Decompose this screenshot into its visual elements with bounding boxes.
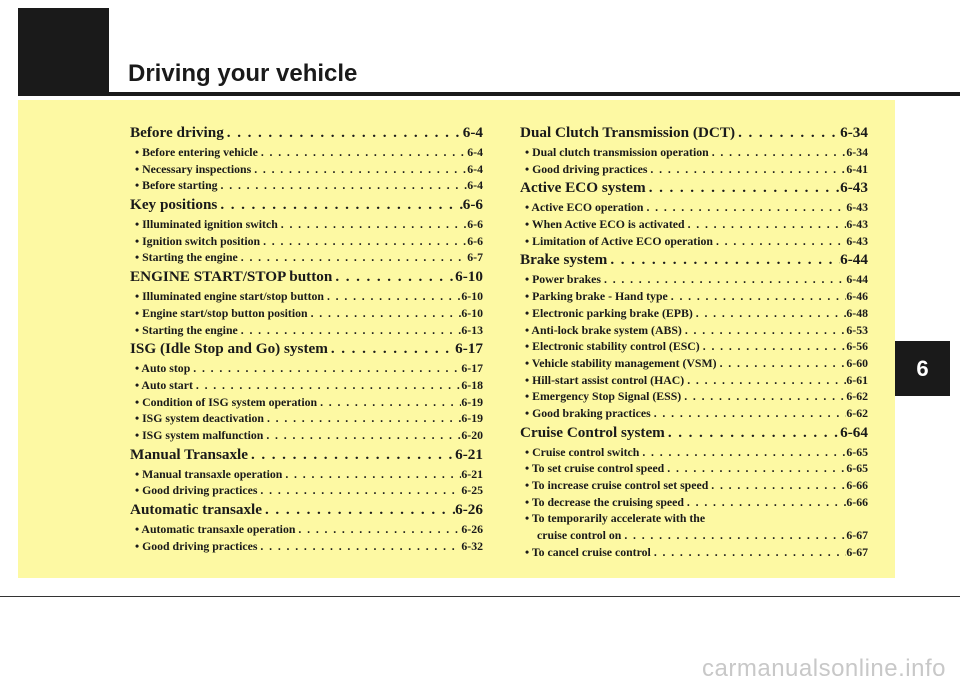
toc-item-title: • Parking brake - Hand type xyxy=(525,289,668,304)
toc-item[interactable] xyxy=(130,377,483,394)
toc-item[interactable] xyxy=(130,322,483,339)
toc-item-page: 6-10 xyxy=(461,305,483,320)
toc-item[interactable] xyxy=(520,372,868,389)
toc-item-title: • Cruise control switch xyxy=(525,444,640,459)
toc-item[interactable] xyxy=(520,460,868,477)
toc-item[interactable] xyxy=(130,360,483,377)
toc-leader-dots xyxy=(251,161,467,178)
toc-item[interactable] xyxy=(130,249,483,266)
toc-section-title: Cruise Control system xyxy=(520,423,665,441)
toc-section-heading[interactable] xyxy=(130,194,483,216)
toc-item-title: • To temporarily accelerate with the xyxy=(525,511,706,526)
toc-section-title: Brake system xyxy=(520,251,608,269)
toc-item[interactable] xyxy=(130,427,483,444)
toc-leader-dots xyxy=(295,521,461,538)
toc-item[interactable] xyxy=(520,510,868,527)
toc-leader-dots xyxy=(647,161,846,178)
toc-section-page: 6-21 xyxy=(455,445,483,463)
toc-item-title: • Electronic parking brake (EPB) xyxy=(525,305,693,320)
toc-item[interactable] xyxy=(520,144,868,161)
toc-leader-dots xyxy=(308,305,462,322)
toc-leader-dots xyxy=(668,288,847,305)
toc-leader-dots xyxy=(248,444,455,466)
toc-item[interactable] xyxy=(130,410,483,427)
toc-item[interactable] xyxy=(520,544,868,561)
toc-leader-dots xyxy=(693,305,847,322)
toc-item-title: • Good braking practices xyxy=(525,405,651,420)
toc-item[interactable] xyxy=(520,444,868,461)
toc-leader-dots xyxy=(218,177,468,194)
toc-item-title: • Starting the engine xyxy=(135,250,238,265)
toc-item[interactable] xyxy=(520,338,868,355)
toc-item-title: • To decrease the cruising speed xyxy=(525,494,684,509)
toc-item[interactable] xyxy=(130,466,483,483)
toc-section-heading[interactable] xyxy=(130,499,483,521)
toc-item-page: 6-43 xyxy=(846,217,868,232)
toc-item-page: 6-25 xyxy=(461,483,483,498)
toc-leader-dots xyxy=(639,444,846,461)
toc-right-column xyxy=(520,122,868,560)
toc-item[interactable] xyxy=(130,144,483,161)
toc-leader-dots xyxy=(643,199,846,216)
toc-item-page: 6-46 xyxy=(846,289,868,304)
toc-item[interactable] xyxy=(520,355,868,372)
toc-item-title: • Condition of ISG system operation xyxy=(135,394,318,409)
toc-leader-dots xyxy=(190,360,461,377)
toc-section-page: 6-64 xyxy=(840,423,868,441)
toc-item-title: • Dual clutch transmission operation xyxy=(525,145,709,159)
toc-section-heading[interactable] xyxy=(130,122,483,144)
toc-item-page: 6-18 xyxy=(461,377,483,392)
toc-item-page: 6-4 xyxy=(467,145,483,159)
toc-section-title: Automatic transaxle xyxy=(130,501,263,518)
toc-item-title: • Auto start xyxy=(135,377,193,392)
toc-section-title: Before driving xyxy=(130,124,224,141)
toc-item-page: 6-32 xyxy=(461,538,483,553)
toc-section-page: 6-4 xyxy=(462,124,483,141)
toc-item-title: • Illuminated engine start/stop button xyxy=(135,289,324,304)
toc-item-page: 6-44 xyxy=(846,272,868,287)
toc-item-title: • To cancel cruise control xyxy=(525,544,651,559)
toc-item-title: • Good driving practices xyxy=(135,483,258,498)
watermark: carmanualsonline.info xyxy=(702,655,946,682)
toc-leader-dots xyxy=(263,427,461,444)
toc-leader-dots xyxy=(709,144,847,161)
toc-item-title: • To set cruise control speed xyxy=(525,461,665,476)
toc-item-page: 6-67 xyxy=(846,528,868,543)
toc-section-page: 6-34 xyxy=(840,124,868,141)
toc-section-heading[interactable] xyxy=(520,422,868,444)
toc-item[interactable] xyxy=(520,305,868,322)
toc-section-page: 6-44 xyxy=(840,251,868,269)
toc-item[interactable] xyxy=(130,394,483,411)
toc-item-page: 6-17 xyxy=(461,361,483,376)
toc-item-page: 6-66 xyxy=(846,478,868,492)
toc-leader-dots xyxy=(601,271,846,288)
toc-item[interactable] xyxy=(520,233,868,250)
toc-item-page: 6-53 xyxy=(846,322,868,337)
toc-item-title: • Automatic transaxle operation xyxy=(135,522,296,536)
toc-item-title: • Emergency Stop Signal (ESS) xyxy=(525,389,682,404)
toc-leader-dots xyxy=(665,422,840,444)
toc-item-page: 6-48 xyxy=(846,305,868,320)
corner-block xyxy=(18,8,109,92)
toc-leader-dots xyxy=(217,194,462,216)
toc-section-page: 6-43 xyxy=(840,179,868,197)
toc-leader-dots xyxy=(264,410,461,427)
toc-leader-dots xyxy=(651,544,847,561)
toc-section-page: 6-10 xyxy=(455,268,483,286)
toc-item-page: 6-62 xyxy=(846,389,868,404)
toc-item-page: 6-20 xyxy=(461,427,483,442)
toc-leader-dots xyxy=(282,466,461,483)
toc-item-title: • Good driving practices xyxy=(525,161,648,176)
toc-section-title: Dual Clutch Transmission (DCT) xyxy=(520,124,736,141)
toc-item-title: • When Active ECO is activated xyxy=(525,217,685,232)
toc-leader-dots xyxy=(684,494,846,511)
toc-leader-dots xyxy=(278,216,467,233)
toc-item-page: 6-62 xyxy=(846,405,868,420)
toc-section-heading[interactable] xyxy=(520,122,868,144)
toc-section-title: Manual Transaxle xyxy=(130,445,248,463)
toc-item-title: • Hill-start assist control (HAC) xyxy=(525,372,685,387)
toc-item-page: 6-4 xyxy=(467,178,483,193)
toc-item-page: 6-19 xyxy=(461,411,483,426)
toc-leader-dots xyxy=(328,338,455,360)
toc-item-title: • Engine start/stop button position xyxy=(135,305,308,320)
toc-item[interactable] xyxy=(520,216,868,233)
toc-leader-dots xyxy=(651,405,847,422)
toc-item-title: • Manual transaxle operation xyxy=(135,466,283,481)
toc-item-title: • ISG system deactivation xyxy=(135,411,264,426)
toc-item-page: 6-34 xyxy=(846,145,868,159)
toc-item[interactable] xyxy=(130,177,483,194)
toc-leader-dots xyxy=(257,538,461,555)
toc-item-title: • Starting the engine xyxy=(135,322,238,337)
toc-item-page: 6-43 xyxy=(846,200,868,215)
page-title: Driving your vehicle xyxy=(128,60,358,87)
toc-section-title: ENGINE START/STOP button xyxy=(130,268,333,286)
toc-item[interactable] xyxy=(130,538,483,555)
toc-item-page: 6-4 xyxy=(467,161,483,176)
title-rule xyxy=(18,92,960,96)
toc-left-column xyxy=(130,122,483,554)
toc-leader-dots xyxy=(607,249,840,271)
toc-item-title: • Illuminated ignition switch xyxy=(135,217,278,232)
toc-leader-dots xyxy=(238,249,468,266)
toc-item-page: 6-21 xyxy=(461,466,483,481)
toc-item[interactable] xyxy=(520,161,868,178)
toc-item[interactable] xyxy=(130,216,483,233)
toc-item-title: • Limitation of Active ECO operation xyxy=(525,233,713,248)
toc-leader-dots xyxy=(193,377,462,394)
toc-leader-dots xyxy=(324,288,461,305)
toc-item-title: • Ignition switch position xyxy=(135,233,261,248)
toc-section-heading[interactable] xyxy=(130,444,483,466)
chapter-tab[interactable]: 6 xyxy=(895,341,950,396)
toc-item-title: cruise control on xyxy=(537,528,622,543)
toc-item-page: 6-26 xyxy=(461,522,483,536)
toc-leader-dots xyxy=(646,177,840,199)
toc-item-title: • Good driving practices xyxy=(135,538,258,553)
toc-leader-dots xyxy=(681,388,846,405)
toc-item-title: • Electronic stability control (ESC) xyxy=(525,339,700,354)
toc-item-page: 6-19 xyxy=(461,394,483,409)
toc-leader-dots xyxy=(258,144,467,161)
toc-item-page: 6-41 xyxy=(846,161,868,176)
toc-leader-dots xyxy=(682,322,847,339)
toc-item[interactable] xyxy=(520,405,868,422)
toc-item-title: • Before entering vehicle xyxy=(135,145,258,159)
toc-section-heading[interactable] xyxy=(520,177,868,199)
toc-item[interactable] xyxy=(520,271,868,288)
toc-section-heading[interactable] xyxy=(130,266,483,288)
toc-item[interactable] xyxy=(520,527,868,544)
toc-leader-dots xyxy=(317,394,461,411)
toc-item[interactable] xyxy=(520,322,868,339)
toc-leader-dots xyxy=(713,233,846,250)
toc-leader-dots xyxy=(621,527,846,544)
toc-section-page: 6-6 xyxy=(462,196,483,214)
toc-item-title: • Vehicle stability management (VSM) xyxy=(525,355,717,370)
toc-leader-dots xyxy=(700,338,847,355)
bottom-rule xyxy=(0,596,960,597)
toc-item[interactable] xyxy=(520,494,868,511)
toc-item[interactable] xyxy=(130,233,483,250)
toc-leader-dots xyxy=(224,122,463,144)
toc-section-title: ISG (Idle Stop and Go) system xyxy=(130,340,328,358)
toc-section-title: Key positions xyxy=(130,196,218,214)
toc-item[interactable] xyxy=(130,288,483,305)
toc-leader-dots xyxy=(717,355,847,372)
toc-item-title: • To increase cruise control set speed xyxy=(525,478,709,492)
toc-item-page: 6-60 xyxy=(846,355,868,370)
toc-leader-dots xyxy=(332,266,455,288)
toc-item-page: 6-65 xyxy=(846,444,868,459)
toc-item[interactable] xyxy=(520,477,868,494)
toc-section-heading[interactable] xyxy=(130,338,483,360)
toc-leader-dots xyxy=(262,499,455,521)
toc-leader-dots xyxy=(685,216,847,233)
toc-section-page: 6-26 xyxy=(455,501,483,518)
toc-section-title: Active ECO system xyxy=(520,179,646,197)
toc-item-page: 6-56 xyxy=(846,339,868,354)
toc-item-page: 6-7 xyxy=(467,250,483,265)
toc-item[interactable] xyxy=(130,161,483,178)
toc-item[interactable] xyxy=(520,288,868,305)
toc-item[interactable] xyxy=(130,482,483,499)
toc-leader-dots xyxy=(664,460,846,477)
toc-item[interactable] xyxy=(520,199,868,216)
toc-leader-dots xyxy=(735,122,840,144)
toc-item[interactable] xyxy=(130,521,483,538)
toc-item-page: 6-61 xyxy=(846,372,868,387)
toc-item-title: • Before starting xyxy=(135,178,218,193)
toc-section-heading[interactable] xyxy=(520,249,868,271)
toc-item[interactable] xyxy=(520,388,868,405)
toc-leader-dots xyxy=(260,233,467,250)
toc-item-page: 6-6 xyxy=(467,233,483,248)
toc-item-title: • ISG system malfunction xyxy=(135,427,264,442)
toc-leader-dots xyxy=(238,322,462,339)
toc-leader-dots xyxy=(684,372,846,389)
toc-section-page: 6-17 xyxy=(455,340,483,358)
toc-item-page: 6-13 xyxy=(461,322,483,337)
toc-item-title: • Power brakes xyxy=(525,272,601,287)
toc-item-page: 6-65 xyxy=(846,461,868,476)
toc-item-page: 6-6 xyxy=(467,217,483,232)
toc-item-title: • Auto stop xyxy=(135,361,191,376)
toc-leader-dots xyxy=(257,482,461,499)
toc-item-page: 6-66 xyxy=(846,494,868,509)
toc-item-page: 6-67 xyxy=(846,544,868,559)
toc-item-page: 6-43 xyxy=(846,233,868,248)
toc-item[interactable] xyxy=(130,305,483,322)
toc-item-title: • Active ECO operation xyxy=(525,200,644,215)
toc-item-page: 6-10 xyxy=(461,289,483,304)
toc-item-title: • Necessary inspections xyxy=(135,161,252,176)
toc-leader-dots xyxy=(708,477,846,494)
toc-item-title: • Anti-lock brake system (ABS) xyxy=(525,322,682,337)
